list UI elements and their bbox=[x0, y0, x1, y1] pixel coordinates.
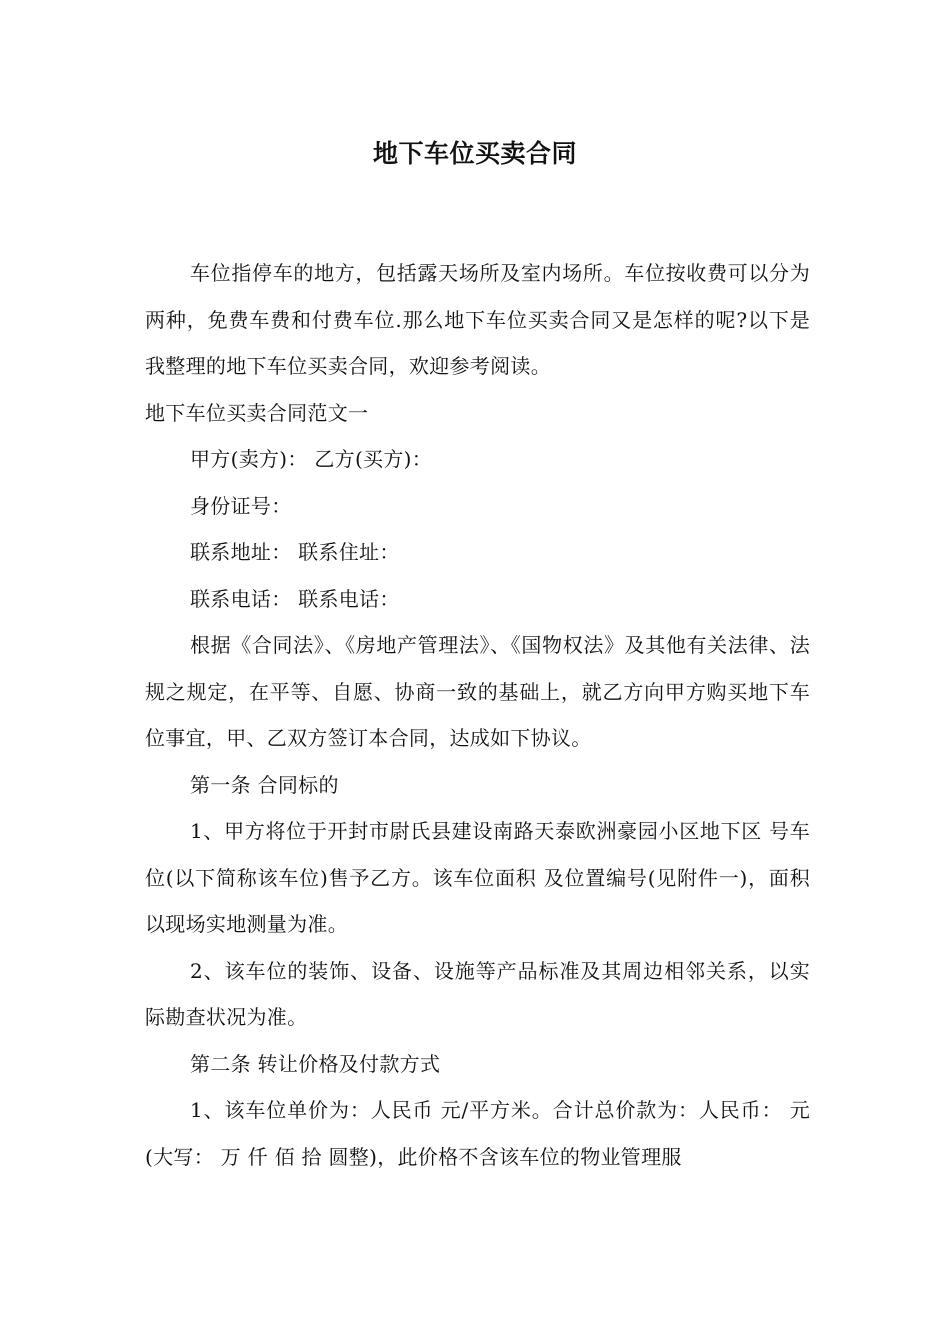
article-1-clause-1: 1、甲方将位于开封市尉氏县建设南路天泰欧洲豪园小区地下区 号车位(以下简称该车位)售予乙方。该车位面积 及位置编号(见附件一)，面积以现场实地测量为准。 bbox=[145, 819, 810, 936]
party-line: 甲方(卖方)： 乙方(买方)： bbox=[190, 447, 433, 471]
article-2-heading: 第二条 转让价格及付款方式 bbox=[190, 1051, 441, 1076]
article-1-clause-2: 2、该车位的装饰、设备、设施等产品标准及其周边相邻关系，以实际勘查状况为准。 bbox=[145, 958, 810, 1029]
document-title: 地下车位买卖合同 bbox=[372, 139, 577, 168]
article-1-heading: 第一条 合同标的 bbox=[190, 772, 339, 797]
intro-paragraph: 车位指停车的地方，包括露天场所及室内场所。车位按收费可以分为两种，免费车费和付费车位.那么地下车位买卖合同又是怎样的呢?以下是我整理的地下车位买卖合同，欢迎参考阅读。 bbox=[145, 261, 810, 378]
preamble-paragraph: 根据《合同法》、《房地产管理法》、《国物权法》及其他有关法律、法规之规定，在平等、自愿、协商一致的基础上，就乙方向甲方购买地下车位事宜，甲、乙双方签订本合同，达成如下协议。 bbox=[145, 633, 810, 750]
id-number-line: 身份证号： bbox=[190, 493, 292, 518]
article-2-clause-1: 1、该车位单价为：人民币 元/平方米。合计总价款为：人民币： 元(大写： 万 仟 佰 拾 圆整)，此价格不含该车位的物业管理服 bbox=[145, 1098, 810, 1169]
address-line: 联系地址： 联系住址： bbox=[190, 540, 400, 564]
document-body bbox=[145, 250, 810, 1180]
phone-line: 联系电话： 联系电话： bbox=[190, 586, 400, 611]
section-heading: 地下车位买卖合同范文一 bbox=[145, 400, 369, 425]
